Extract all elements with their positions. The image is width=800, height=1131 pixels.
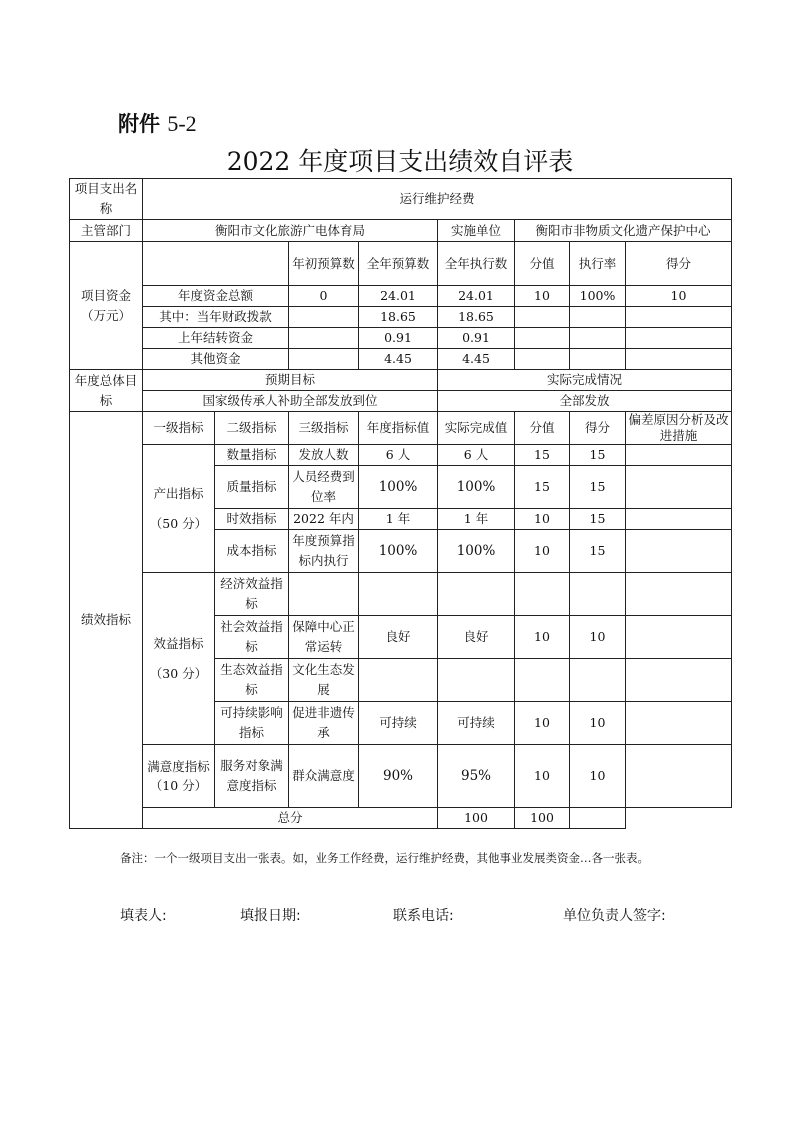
- perf-actual: 100%: [438, 466, 515, 509]
- perf-score: 10: [570, 616, 626, 659]
- perf-score: 15: [570, 445, 626, 466]
- perf-note: [626, 573, 732, 616]
- funds-cell: 24.01: [438, 286, 515, 307]
- benefit-indicator: 效益指标 （30 分）: [143, 573, 215, 745]
- perf-l3: 人员经费到位率: [289, 466, 359, 509]
- funds-cell: 0: [289, 286, 359, 307]
- funds-cell: [570, 349, 626, 370]
- perf-score: 10: [570, 745, 626, 808]
- funds-header: 得分: [626, 242, 732, 286]
- project-name-label: 项目支出名称: [70, 179, 143, 220]
- perf-actual: 95%: [438, 745, 515, 808]
- funds-cell: [289, 349, 359, 370]
- funds-cell: [289, 307, 359, 328]
- perf-l2: 数量指标: [215, 445, 289, 466]
- total-score: 100: [515, 808, 570, 829]
- dept-value: 衡阳市文化旅游广电体育局: [143, 220, 438, 242]
- funds-row-label: 其他资金: [143, 349, 289, 370]
- perf-target: 良好: [359, 616, 438, 659]
- expected-goal-label: 预期目标: [143, 370, 438, 391]
- output-indicator: 产出指标 （50 分）: [143, 445, 215, 573]
- perf-actual: 1 年: [438, 509, 515, 530]
- perf-note: [626, 745, 732, 808]
- impl-unit-label: 实施单位: [438, 220, 515, 242]
- perf-target: 100%: [359, 466, 438, 509]
- dept-label: 主管部门: [70, 220, 143, 242]
- perf-score: [570, 573, 626, 616]
- funds-cell: 0.91: [438, 328, 515, 349]
- perf-note: [626, 509, 732, 530]
- phone-label: 联系电话:: [393, 908, 454, 924]
- perf-l3: 发放人数: [289, 445, 359, 466]
- perf-l2: 时效指标: [215, 509, 289, 530]
- perf-l2: 质量指标: [215, 466, 289, 509]
- perf-target: [359, 659, 438, 702]
- perf-note: [626, 702, 732, 745]
- perf-score: 15: [570, 530, 626, 573]
- perf-points: 10: [515, 745, 570, 808]
- funds-cell: [626, 328, 732, 349]
- perf-target: 100%: [359, 530, 438, 573]
- leader-signature-label: 单位负责人签字:: [563, 908, 666, 924]
- perf-note: [626, 466, 732, 509]
- page-title: 2022 年度项目支出绩效自评表: [226, 147, 574, 176]
- perf-target: 6 人: [359, 445, 438, 466]
- funds-cell: 4.45: [359, 349, 438, 370]
- perf-points: 10: [515, 702, 570, 745]
- funds-header: 年初预算数: [289, 242, 359, 286]
- funds-cell: 18.65: [438, 307, 515, 328]
- funds-label: 项目资金（万元）: [70, 242, 143, 370]
- funds-cell: [515, 328, 570, 349]
- funds-cell: 10: [626, 286, 732, 307]
- perf-header: 一级指标: [143, 412, 215, 445]
- perf-score: [570, 659, 626, 702]
- perf-l3: 文化生态发展: [289, 659, 359, 702]
- funds-cell: 24.01: [359, 286, 438, 307]
- perf-l3: 群众满意度: [289, 745, 359, 808]
- perf-note: [626, 616, 732, 659]
- performance-label: 绩效指标: [70, 412, 143, 829]
- funds-row-label: 上年结转资金: [143, 328, 289, 349]
- perf-l2: 成本指标: [215, 530, 289, 573]
- funds-cell: 18.65: [359, 307, 438, 328]
- total-label: 总分: [143, 808, 438, 829]
- perf-target: 可持续: [359, 702, 438, 745]
- perf-note: [626, 530, 732, 573]
- perf-points: [515, 573, 570, 616]
- perf-l2: 服务对象满意度指标: [215, 745, 289, 808]
- perf-l3: 2022 年内: [289, 509, 359, 530]
- funds-cell: 4.45: [438, 349, 515, 370]
- perf-l2: 生态效益指标: [215, 659, 289, 702]
- funds-cell: [570, 328, 626, 349]
- annual-goal-label: 年度总体目标: [70, 370, 143, 412]
- perf-actual: 100%: [438, 530, 515, 573]
- perf-header: 偏差原因分析及改进措施: [626, 412, 732, 445]
- perf-note: [626, 659, 732, 702]
- funds-cell: 0.91: [359, 328, 438, 349]
- perf-target: 90%: [359, 745, 438, 808]
- perf-score: 10: [570, 702, 626, 745]
- funds-header: 全年执行数: [438, 242, 515, 286]
- funds-header: 执行率: [570, 242, 626, 286]
- funds-cell: 100%: [570, 286, 626, 307]
- perf-score: 15: [570, 509, 626, 530]
- attachment-label: 附件 5-2: [118, 111, 197, 136]
- perf-points: 10: [515, 509, 570, 530]
- perf-header: 二级指标: [215, 412, 289, 445]
- funds-cell: [289, 328, 359, 349]
- perf-l3: 年度预算指标内执行: [289, 530, 359, 573]
- perf-actual: 良好: [438, 616, 515, 659]
- funds-cell: [626, 349, 732, 370]
- perf-header: 实际完成值: [438, 412, 515, 445]
- date-label: 填报日期:: [240, 908, 301, 924]
- funds-header: 分值: [515, 242, 570, 286]
- perf-target: 1 年: [359, 509, 438, 530]
- funds-cell: [515, 349, 570, 370]
- perf-header: 年度指标值: [359, 412, 438, 445]
- project-name-value: 运行维护经费: [143, 179, 732, 220]
- actual-status-value: 全部发放: [438, 391, 732, 412]
- funds-cell: 10: [515, 286, 570, 307]
- filler-label: 填表人:: [120, 908, 167, 924]
- perf-l2: 可持续影响指标: [215, 702, 289, 745]
- funds-header: 全年预算数: [359, 242, 438, 286]
- perf-l3: 促进非遗传承: [289, 702, 359, 745]
- expected-goal-value: 国家级传承人补助全部发放到位: [143, 391, 438, 412]
- total-points: 100: [438, 808, 515, 829]
- perf-actual: [438, 659, 515, 702]
- perf-header: 三级指标: [289, 412, 359, 445]
- actual-status-label: 实际完成情况: [438, 370, 732, 391]
- perf-points: 15: [515, 445, 570, 466]
- footnote: 备注：一个一级项目支出一张表。如，业务工作经费，运行维护经费，其他事业发展类资金…各一张表。: [120, 851, 649, 865]
- perf-note: [626, 445, 732, 466]
- funds-cell: [515, 307, 570, 328]
- perf-target: [359, 573, 438, 616]
- perf-l2: 经济效益指标: [215, 573, 289, 616]
- perf-actual: [438, 573, 515, 616]
- satisfaction-indicator: 满意度指标 （10 分）: [143, 745, 215, 808]
- perf-points: [515, 659, 570, 702]
- perf-points: 10: [515, 616, 570, 659]
- funds-cell: [626, 307, 732, 328]
- perf-l3: 保障中心正常运转: [289, 616, 359, 659]
- funds-row-label: 其中：当年财政拨款: [143, 307, 289, 328]
- perf-score: 15: [570, 466, 626, 509]
- perf-header: 得分: [570, 412, 626, 445]
- impl-unit-value: 衡阳市非物质文化遗产保护中心: [515, 220, 732, 242]
- perf-points: 15: [515, 466, 570, 509]
- perf-actual: 可持续: [438, 702, 515, 745]
- performance-table: [69, 178, 732, 829]
- funds-cell: [570, 307, 626, 328]
- funds-row-label: 年度资金总额: [143, 286, 289, 307]
- perf-l3: [289, 573, 359, 616]
- perf-header: 分值: [515, 412, 570, 445]
- perf-actual: 6 人: [438, 445, 515, 466]
- perf-l2: 社会效益指标: [215, 616, 289, 659]
- perf-points: 10: [515, 530, 570, 573]
